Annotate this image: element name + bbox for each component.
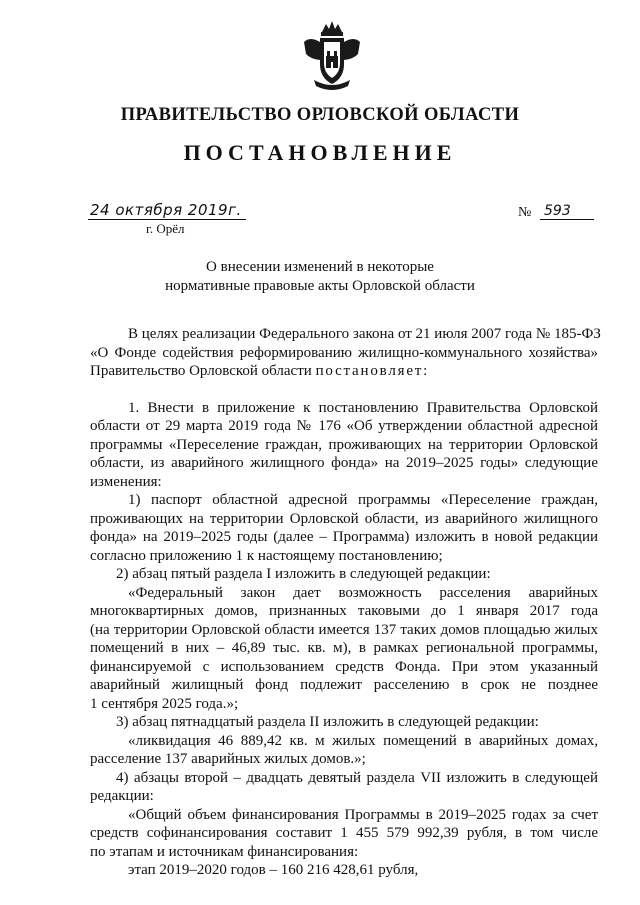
paragraph-line: области от 29 марта 2019 года № 176 «Об утверждении областной адресной bbox=[90, 418, 598, 434]
quote-line: «ликвидация 46 889,42 кв. м жилых помещений в аварийных домах, bbox=[128, 732, 598, 749]
number-label: № bbox=[518, 205, 532, 220]
number-underline bbox=[540, 219, 594, 220]
quote-line: аварийный жилищный фонд подлежит расселению в срок не позднее bbox=[90, 677, 598, 693]
paragraph-line: программы «Переселение граждан, проживающих на территории Орловской bbox=[90, 436, 598, 453]
date-underline bbox=[88, 219, 246, 220]
stage-line: этап 2019–2020 годов – 160 216 428,61 рубля, bbox=[128, 862, 419, 878]
paragraph-line: 3) абзац пятнадцатый раздела II изложить в следующей редакции: bbox=[116, 714, 539, 730]
paragraph-line: проживающих на территории Орловской области, из аварийного жилищного bbox=[90, 510, 598, 527]
document-subject bbox=[0, 258, 640, 296]
quote-line: многоквартирных домов, признанных таковыми до 1 января 2017 года bbox=[90, 603, 598, 619]
paragraph-line: изменения: bbox=[90, 473, 162, 490]
paragraph-line: 4) абзацы второй – двадцать девятый раздела VII изложить в следующей bbox=[116, 769, 598, 786]
quote-line: 1 сентября 2025 года.»; bbox=[90, 695, 239, 712]
paragraph-line: В целях реализации Федерального закона от 21 июля 2007 года № 185-ФЗ bbox=[128, 326, 601, 342]
paragraph-line: 1. Внести в приложение к постановлению Правительства Орловской bbox=[128, 399, 598, 416]
subject-line: О внесении изменений в некоторые bbox=[206, 259, 434, 275]
paragraph-gap bbox=[90, 381, 598, 399]
quote-line: (на территории Орловской области имеется 137 таких домов площадью жилых bbox=[90, 621, 598, 638]
document-body bbox=[90, 325, 601, 880]
quote-line: средств софинансирования составит 1 455 579 992,39 рубля, в том числе bbox=[90, 825, 598, 841]
government-name: ПРАВИТЕЛЬСТВО ОРЛОВСКОЙ ОБЛАСТИ bbox=[120, 105, 520, 125]
quote-line: помещений в них – 46,89 тыс. кв. м), в рамках региональной программы, bbox=[90, 640, 598, 656]
decree-verb: постановляет: bbox=[315, 363, 430, 379]
subject-line: нормативные правовые акты Орловской области bbox=[165, 278, 475, 294]
quote-line: расселение 137 аварийных жилых домов.»; bbox=[90, 751, 366, 767]
intro-text: Правительство Орловской области bbox=[90, 363, 316, 379]
coat-of-arms-icon bbox=[300, 20, 364, 90]
paragraph-line: согласно приложению 1 к настоящему постановлению; bbox=[90, 547, 443, 564]
document-type-title: ПОСТАНОВЛЕНИЕ bbox=[183, 140, 457, 165]
quote-line: «Общий объем финансирования Программы в 2019–2025 годах за счет bbox=[128, 806, 598, 823]
city-label: г. Орёл bbox=[146, 221, 185, 236]
quote-line: финансируемой с использованием средств Фонда. При этом указанный bbox=[90, 658, 598, 675]
paragraph-line: редакции: bbox=[90, 788, 154, 804]
paragraph-line bbox=[90, 362, 598, 381]
quote-line: «Федеральный закон дает возможность расселения аварийных bbox=[128, 584, 598, 601]
quote-line: по этапам и источникам финансирования: bbox=[90, 843, 359, 860]
paragraph-line: 1) паспорт областной адресной программы «Переселение граждан, bbox=[128, 492, 598, 508]
paragraph-line: области, из аварийного жилищного фонда» на 2019–2025 годы» следующие bbox=[90, 455, 598, 471]
paragraph-line: фонда» на 2019–2025 годы (далее – Программа) изложить в новой редакции bbox=[90, 529, 598, 545]
paragraph-line: 2) абзац пятый раздела I изложить в следующей редакции: bbox=[116, 566, 491, 582]
handwritten-number: 593 bbox=[544, 203, 571, 219]
handwritten-date: 24 октября 2019г. bbox=[90, 201, 242, 219]
paragraph-line: «О Фонде содействия реформированию жилищно-коммунального хозяйства» bbox=[90, 344, 598, 361]
